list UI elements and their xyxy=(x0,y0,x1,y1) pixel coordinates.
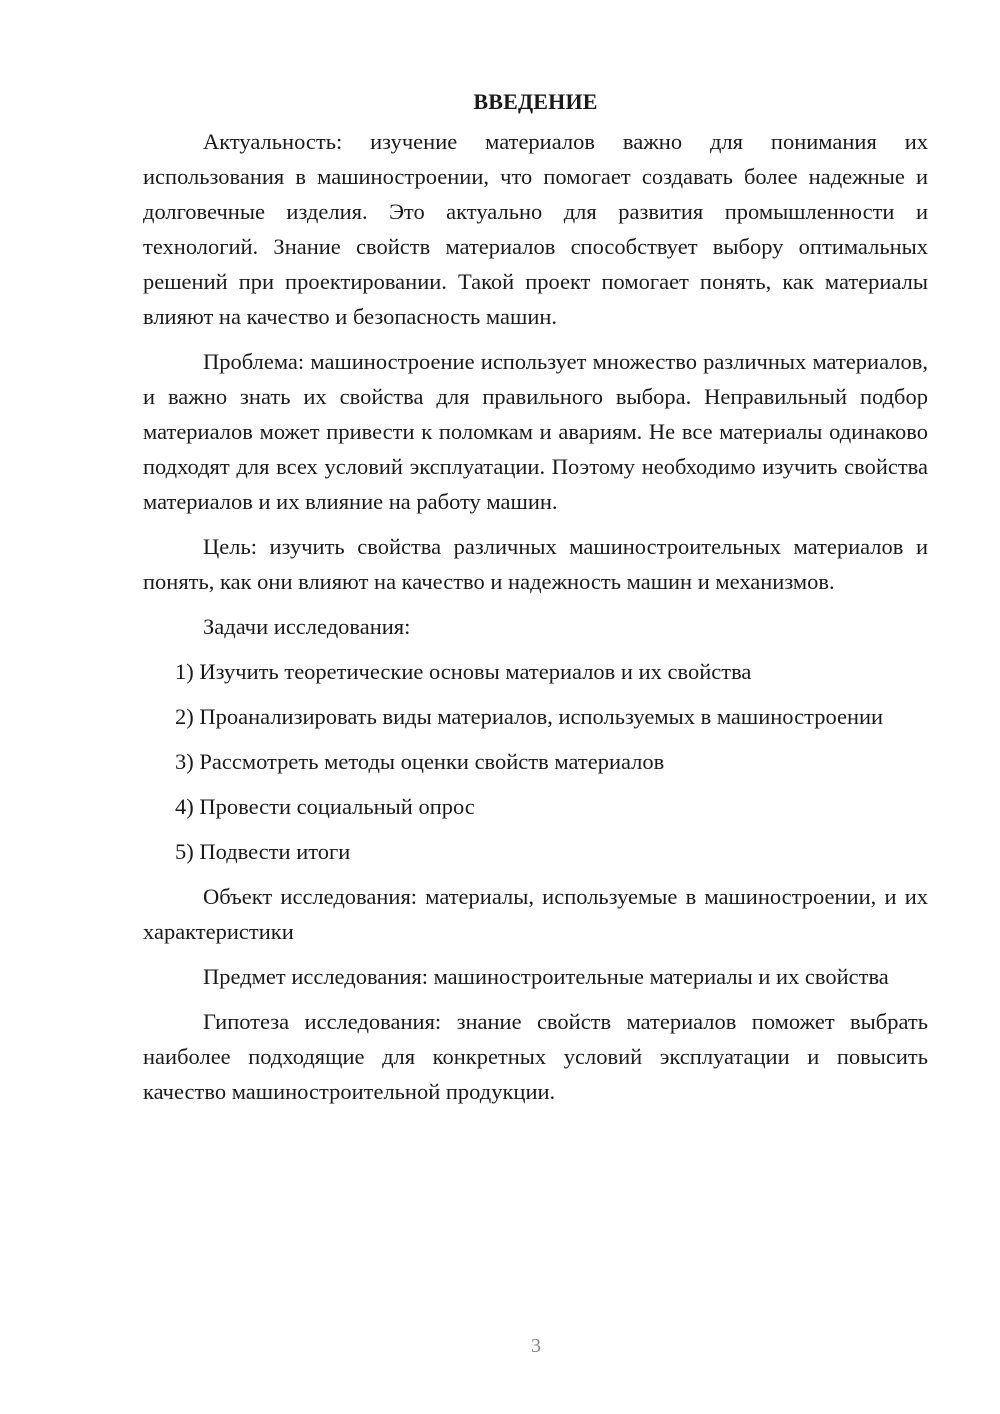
subject-paragraph: Предмет исследования: машиностроительные материалы и их свойства xyxy=(203,964,889,989)
task-item-5: 5) Подвести итоги xyxy=(175,839,351,864)
task-item-4: 4) Провести социальный опрос xyxy=(175,794,475,819)
task-item-2: 2) Проанализировать виды материалов, используемых в машиностроении xyxy=(175,704,884,729)
section-title: ВВЕДЕНИЕ xyxy=(473,89,598,114)
hypothesis-paragraph: Гипотеза исследования: знание свойств материалов поможет выбрать наиболее подходящие для конкретных условий эксплуатации и повысить качество машиностроительной продукции. xyxy=(143,1009,928,1104)
page-number: 3 xyxy=(531,1335,541,1357)
object-paragraph: Объект исследования: материалы, используемые в машиностроении, и их характеристики xyxy=(143,884,928,944)
tasks-heading: Задачи исследования: xyxy=(203,614,411,639)
document-page xyxy=(143,90,928,1119)
task-item-1: 1) Изучить теоретические основы материалов и их свойства xyxy=(175,659,752,684)
goal-paragraph: Цель: изучить свойства различных машиностроительных материалов и понять, как они влияют на качество и надежность машин и механизмов. xyxy=(143,534,928,594)
relevance-paragraph: Актуальность: изучение материалов важно для понимания их использования в машиностроении, что помогает создавать более надежные и долговечные изделия. Это актуально для развития промышленности и технологий. Знание свойств материалов способствует выбору оптимальных решений при проектировании. Такой проект помогает понять, как материалы влияют на качество и безопасность машин. xyxy=(143,129,928,329)
problem-paragraph: Проблема: машиностроение использует множество различных материалов, и важно знать их свойства для правильного выбора. Неправильный подбор материалов может привести к поломкам и авариям. Не все материалы одинаково подходят для всех условий эксплуатации. Поэтому необходимо изучить свойства материалов и их влияние на работу машин. xyxy=(143,349,928,514)
task-item-3: 3) Рассмотреть методы оценки свойств материалов xyxy=(175,749,665,774)
